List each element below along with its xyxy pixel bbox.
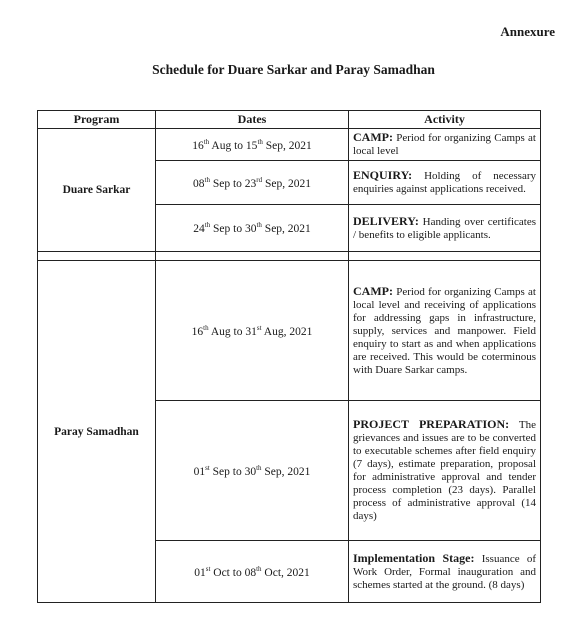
activity-cell: CAMP: Period for organizing Camps at local level and receiving of applications for addressing gaps in infrastructure, supply, services and manpower. Field enquiry to start as and when applications are received. This would be coterminous with Duare Sarkar camps. (349, 261, 541, 401)
table-row (38, 129, 541, 161)
document-title: Schedule for Duare Sarkar and Paray Samadhan (152, 62, 435, 77)
column-header-activity: Activity (349, 111, 541, 129)
table-row (38, 261, 541, 401)
program-cell-duare-sarkar: Duare Sarkar (38, 129, 156, 252)
activity-cell: Implementation Stage: Issuance of Work Order, Formal inauguration and schemes started at the ground. (8 days) (349, 541, 541, 603)
dates-cell: 16th Aug to 31st Aug, 2021 (156, 261, 349, 401)
dates-cell: 08th Sep to 23rd Sep, 2021 (156, 161, 349, 205)
dates-cell: 24th Sep to 30th Sep, 2021 (156, 205, 349, 252)
column-header-program: Program (38, 111, 156, 129)
table-header-row (38, 111, 541, 129)
program-cell-paray-samadhan: Paray Samadhan (38, 261, 156, 603)
dates-cell: 16th Aug to 15th Sep, 2021 (156, 129, 349, 161)
activity-cell: CAMP: Period for organizing Camps at local level (349, 129, 541, 161)
annexure-label: Annexure (500, 24, 555, 39)
column-header-dates: Dates (156, 111, 349, 129)
dates-cell: 01st Sep to 30th Sep, 2021 (156, 401, 349, 541)
schedule-table (37, 110, 541, 603)
dates-cell: 01st Oct to 08th Oct, 2021 (156, 541, 349, 603)
section-separator (38, 252, 541, 261)
activity-cell: PROJECT PREPARATION: The grievances and issues are to be converted to executable schemes after field enquiry (7 days), estimate preparation, proposal for administrative approval and tender process completion (23 days). Parallel process of administrative approval (14 days) (349, 401, 541, 541)
activity-cell: ENQUIRY: Holding of necessary enquiries against applications received. (349, 161, 541, 205)
activity-cell: DELIVERY: Handing over certificates / benefits to eligible applicants. (349, 205, 541, 252)
